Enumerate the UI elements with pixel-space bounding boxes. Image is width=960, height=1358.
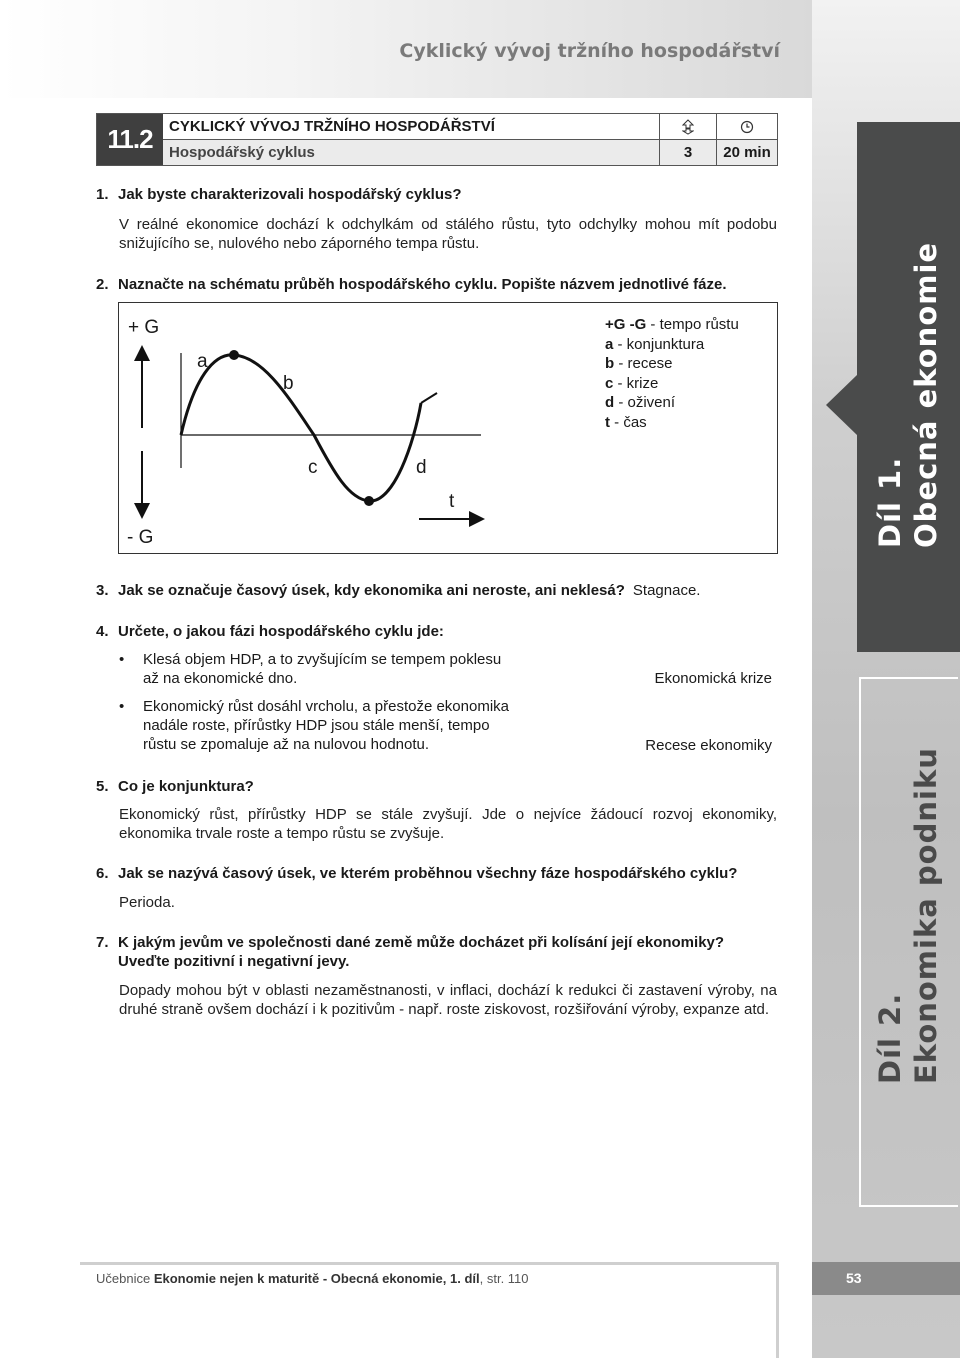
list-item: • Klesá objem HDP, a to zvyšujícím se tempem poklesu až na ekonomické dno.	[119, 651, 502, 687]
legend-item: a - konjunktura	[605, 335, 705, 353]
header-band	[0, 0, 812, 98]
label-b: b	[283, 373, 294, 394]
task-time: 20 min	[716, 140, 777, 165]
answer-3: Stagnace.	[632, 582, 701, 599]
legend-item: b - recese	[605, 355, 673, 372]
question-2: 2. Naznačte na schématu průběh hospodářského cyklu. Popište názvem jednotlivé fáze.	[96, 276, 727, 293]
question-7: 7. K jakým jevům ve společnosti dané země může docházet při kolísání její ekonomiky? Uveďte pozitivní i negativní jevy.	[96, 934, 725, 970]
list-item: • Ekonomický růst dosáhl vrcholu, a přestože ekonomika nadále roste, přírůstky HDP jsou stále menší, tempo růstu se zpomaluje až na nulovou hodnotu.	[119, 698, 510, 753]
difficulty-arrows-icon	[659, 114, 716, 139]
question-4: 4. Určete, o jakou fázi hospodářského cyklu jde:	[96, 623, 444, 640]
answer-4a: Ekonomická krize	[654, 670, 772, 687]
task-title: CYKLICKÝ VÝVOJ TRŽNÍHO HOSPODÁŘSTVÍ	[169, 118, 495, 135]
label-plus-g: + G	[128, 317, 160, 338]
legend-item: c - krize	[605, 374, 659, 392]
question-1: 1. Jak byste charakterizovali hospodářský cyklus?	[96, 186, 462, 203]
task-difficulty: 3	[659, 140, 716, 165]
bullet-icon: •	[119, 651, 125, 668]
footer-divider-vertical	[776, 1262, 779, 1358]
bullet-icon: •	[119, 698, 125, 715]
legend-item: +G -G - tempo růstu	[605, 316, 739, 333]
label-c: c	[308, 457, 318, 478]
answer-1: V reálné ekonomice dochází k odchylkám od stálého růstu, tyto odchylky mohou mít podobu snižujícího se, nulového nebo záporného tempa růstu.	[119, 216, 777, 252]
label-minus-g: - G	[127, 527, 154, 548]
sidebar-tab-label-active[interactable]: Díl 1. Obecná ekonomie	[873, 241, 943, 548]
cycle-curve	[181, 355, 421, 501]
label-a: a	[197, 351, 208, 372]
legend-item: t - čas	[605, 413, 647, 431]
label-t: t	[449, 491, 455, 512]
footer-divider	[80, 1262, 778, 1265]
page-number: 53	[846, 1270, 862, 1286]
task-subtitle: Hospodářský cyklus	[169, 144, 315, 161]
legend-item: d - oživení	[605, 394, 676, 411]
page-header-title: Cyklický vývoj tržního hospodářství	[399, 40, 780, 62]
business-cycle-diagram	[118, 302, 778, 554]
clock-icon	[716, 114, 777, 139]
diagram-legend	[605, 315, 739, 432]
question-5: 5. Co je konjunktura?	[96, 778, 254, 795]
question-3: 3. Jak se označuje časový úsek, kdy ekonomika ani neroste, ani neklesá? Stagnace.	[96, 582, 701, 599]
task-number: 11.2	[97, 114, 163, 165]
answer-5: Ekonomický růst, přírůstky HDP se stále zvyšují. Jde o nejvíce žádoucí rozvoj ekonomiky, ekonomika trvale roste a tempo růstu se zvyšuje.	[119, 806, 777, 842]
answer-4b: Recese ekonomiky	[645, 737, 772, 754]
peak-point	[229, 350, 239, 360]
footer-citation: Učebnice Ekonomie nejen k maturitě - Obecná ekonomie, 1. díl, str. 110	[96, 1271, 529, 1286]
sidebar-tab-label-inactive[interactable]: Díl 2. Ekonomika podniku	[873, 747, 943, 1084]
trough-point	[364, 496, 374, 506]
answer-7: Dopady mohou být v oblasti nezaměstnanosti, v inflaci, dochází k redukci či zastavení výroby, na druhé straně ovšem dochází i k pozitivům - např. roste ziskovost, rozšiřování výroby, expanze atd.	[119, 982, 777, 1018]
task-header	[96, 113, 778, 166]
recovery-arrow	[421, 393, 437, 403]
question-6: 6. Jak se nazývá časový úsek, ve kterém proběhnou všechny fáze hospodářského cyklu?	[96, 865, 738, 882]
label-d: d	[416, 457, 427, 478]
answer-6: Perioda.	[119, 894, 175, 911]
active-tab-pointer-icon	[826, 375, 857, 435]
page-number-box	[812, 1262, 960, 1295]
